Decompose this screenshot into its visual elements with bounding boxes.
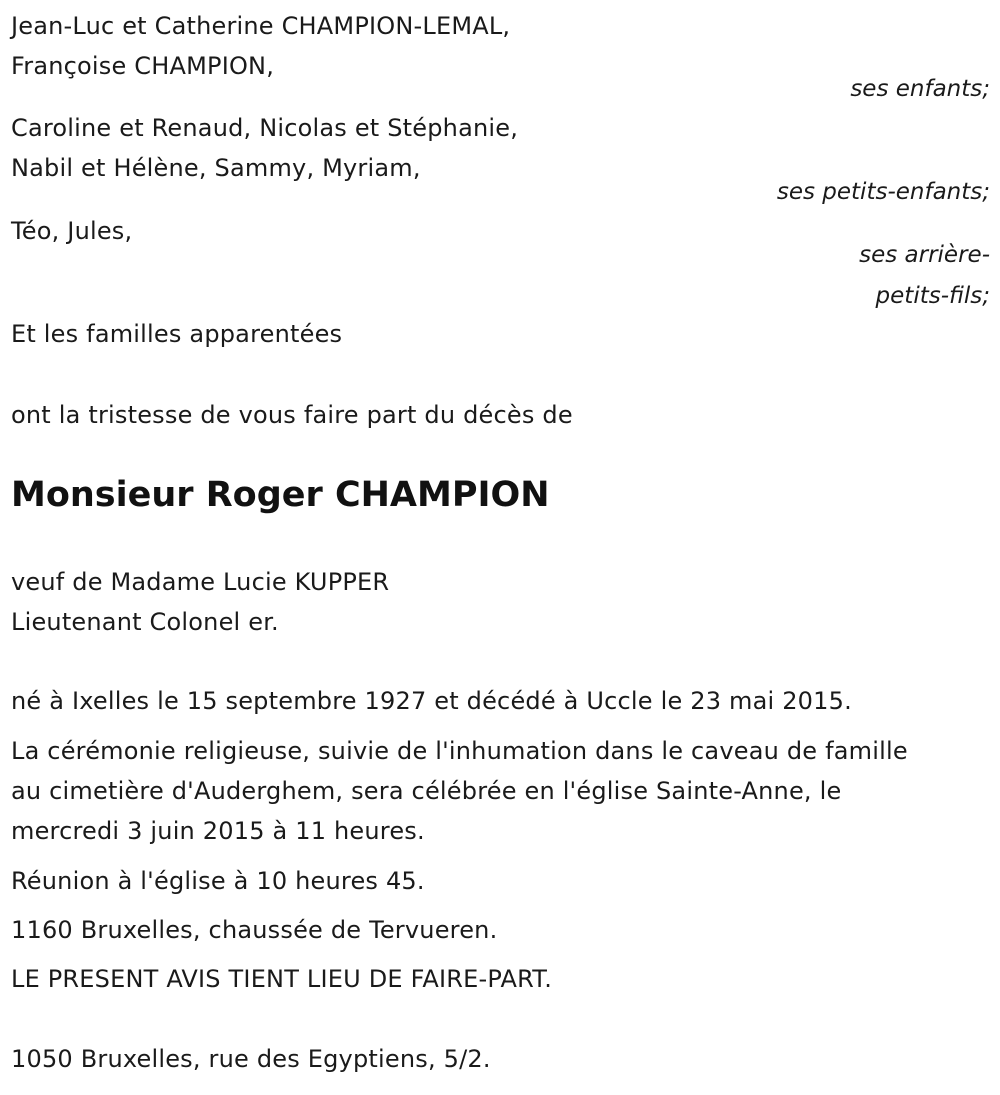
deceased-widow-of: veuf de Madame Lucie KUPPER	[11, 568, 390, 596]
deceased-name: Monsieur Roger CHAMPION	[11, 475, 550, 515]
great-grandchildren-role-line-2: petits-fils;	[875, 283, 990, 309]
ceremony-line-1: La cérémonie religieuse, suivie de l'inhumation dans le caveau de famille	[11, 737, 908, 765]
family-address: 1050 Bruxelles, rue des Egyptiens, 5/2.	[11, 1045, 491, 1073]
meeting-time: Réunion à l'église à 10 heures 45.	[11, 867, 425, 895]
great-grandchildren-role-line-1: ses arrière-	[859, 242, 990, 268]
grandchildren-line-2: Nabil et Hélène, Sammy, Myriam,	[11, 154, 421, 182]
church-address: 1160 Bruxelles, chaussée de Tervueren.	[11, 916, 498, 944]
birth-death: né à Ixelles le 15 septembre 1927 et décédé à Uccle le 23 mai 2015.	[11, 687, 852, 715]
grandchildren-role: ses petits-enfants;	[776, 179, 990, 205]
grandchildren-line-1: Caroline et Renaud, Nicolas et Stéphanie,	[11, 114, 519, 142]
related-families: Et les familles apparentées	[11, 320, 343, 348]
ceremony-line-3: mercredi 3 juin 2015 à 11 heures.	[11, 817, 425, 845]
great-grandchildren-line: Téo, Jules,	[11, 217, 133, 245]
notice-statement: LE PRESENT AVIS TIENT LIEU DE FAIRE-PART.	[11, 965, 553, 993]
children-role: ses enfants;	[850, 76, 990, 102]
deceased-rank: Lieutenant Colonel er.	[11, 608, 279, 636]
announcement: ont la tristesse de vous faire part du décès de	[11, 401, 573, 429]
ceremony-line-2: au cimetière d'Auderghem, sera célébrée en l'église Sainte-Anne, le	[11, 777, 842, 805]
children-line-1: Jean-Luc et Catherine CHAMPION-LEMAL,	[11, 12, 511, 40]
children-line-2: Françoise CHAMPION,	[11, 52, 275, 80]
